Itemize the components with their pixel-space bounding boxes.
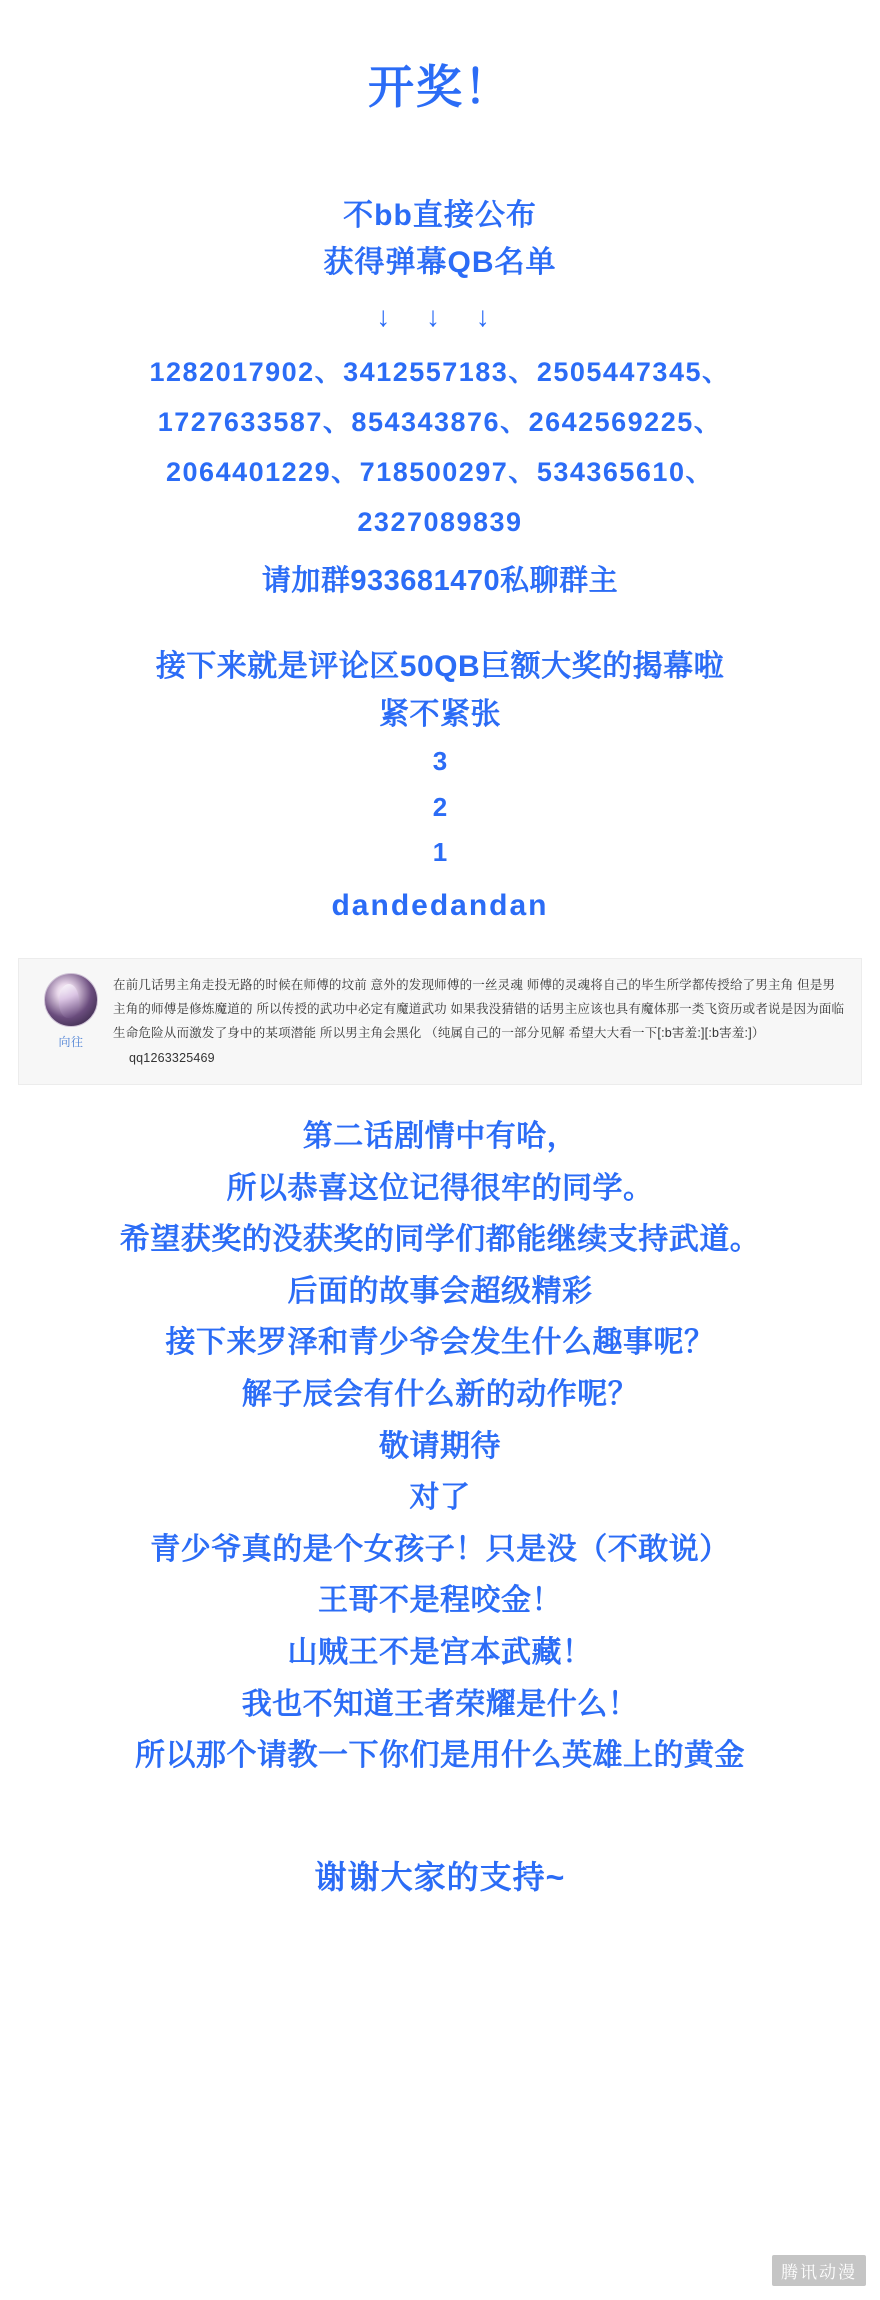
countdown-1: 1	[432, 837, 448, 868]
closing-line: 希望获奖的没获奖的同学们都能继续支持武道。	[119, 1223, 761, 1257]
announce-line-1: 不bb直接公布	[343, 199, 537, 233]
comment-card	[18, 958, 862, 1086]
closing-line: 青少爷真的是个女孩子！只是没（不敢说）	[150, 1532, 730, 1566]
closing-line: 对了	[409, 1481, 471, 1515]
closing-line: 第二话剧情中有哈，	[302, 1120, 578, 1154]
closing-line: 王哥不是程咬金！	[318, 1584, 562, 1618]
contact-instruction: 请加群933681470私聊群主	[261, 564, 619, 597]
spacer	[0, 609, 880, 643]
comment-qq: qq1263325469	[129, 1050, 215, 1065]
closing-line: 我也不知道王者荣耀是什么！	[241, 1687, 639, 1721]
closing-line: 接下来罗泽和青少爷会发生什么趣事呢？	[165, 1326, 715, 1360]
closing-line: 所以恭喜这位记得很牢的同学。	[226, 1171, 654, 1205]
closing-line: 山贼王不是宫本武藏！	[287, 1635, 593, 1669]
announcement-block	[0, 193, 880, 338]
drumroll-text: dandedandan	[331, 888, 549, 922]
winner-row: 1727633587、854343876、2642569225、	[157, 407, 723, 438]
closing-line: 敬请期待	[379, 1429, 501, 1463]
comment-text: 在前几话男主角走投无路的时候在师傅的坟前 意外的发现师傅的一丝灵魂 师傅的灵魂将自己的毕生所学都传授给了男主角 但是男主角的师傅是修炼魔道的 所以传授的武功中必定有魔道武功 如果我没猜错的话男主应该也具有魔体那一类飞资历或者说是因为面临生命危险从而激发了身中的某项潜能 所以男主角会黑化 （纯属自己的一部分见解 希望大大看一下[:b害羞:][:b害羞:]）	[113, 977, 845, 1041]
comment-text-wrapper	[113, 971, 847, 1071]
closing-line: 所以那个请教一下你们是用什么英雄上的黄金	[135, 1739, 745, 1773]
closing-block	[0, 1111, 880, 1782]
winner-row: 2064401229、718500297、534365610、	[166, 457, 714, 488]
comment-username[interactable]: 向往	[58, 1034, 84, 1049]
spacer	[0, 1782, 880, 1852]
closing-line: 解子辰会有什么新的动作呢？	[241, 1378, 639, 1411]
winner-row: 2327089839	[357, 507, 523, 537]
countdown-2: 2	[432, 791, 448, 822]
reveal-line-1: 接下来就是评论区50QB巨额大奖的揭幕啦	[155, 650, 725, 684]
page-title: 开奖！	[368, 61, 512, 113]
thanks-line: 谢谢大家的支持~	[314, 1858, 566, 1895]
winner-row: 1282017902、3412557183、2505447345、	[149, 357, 731, 388]
user-avatar-icon	[44, 973, 98, 1027]
comment-user	[29, 971, 113, 1071]
announce-line-2: 获得弹幕QB名单	[323, 245, 557, 279]
reveal-line-2: 紧不紧张	[379, 698, 501, 732]
watermark-logo: 腾讯动漫	[772, 2255, 866, 2286]
countdown-3: 3	[432, 746, 448, 777]
winner-list	[0, 348, 880, 609]
down-arrows-icon: ↓ ↓ ↓	[376, 301, 504, 333]
reveal-block	[0, 643, 880, 936]
closing-line: 后面的故事会超级精彩	[287, 1274, 593, 1308]
